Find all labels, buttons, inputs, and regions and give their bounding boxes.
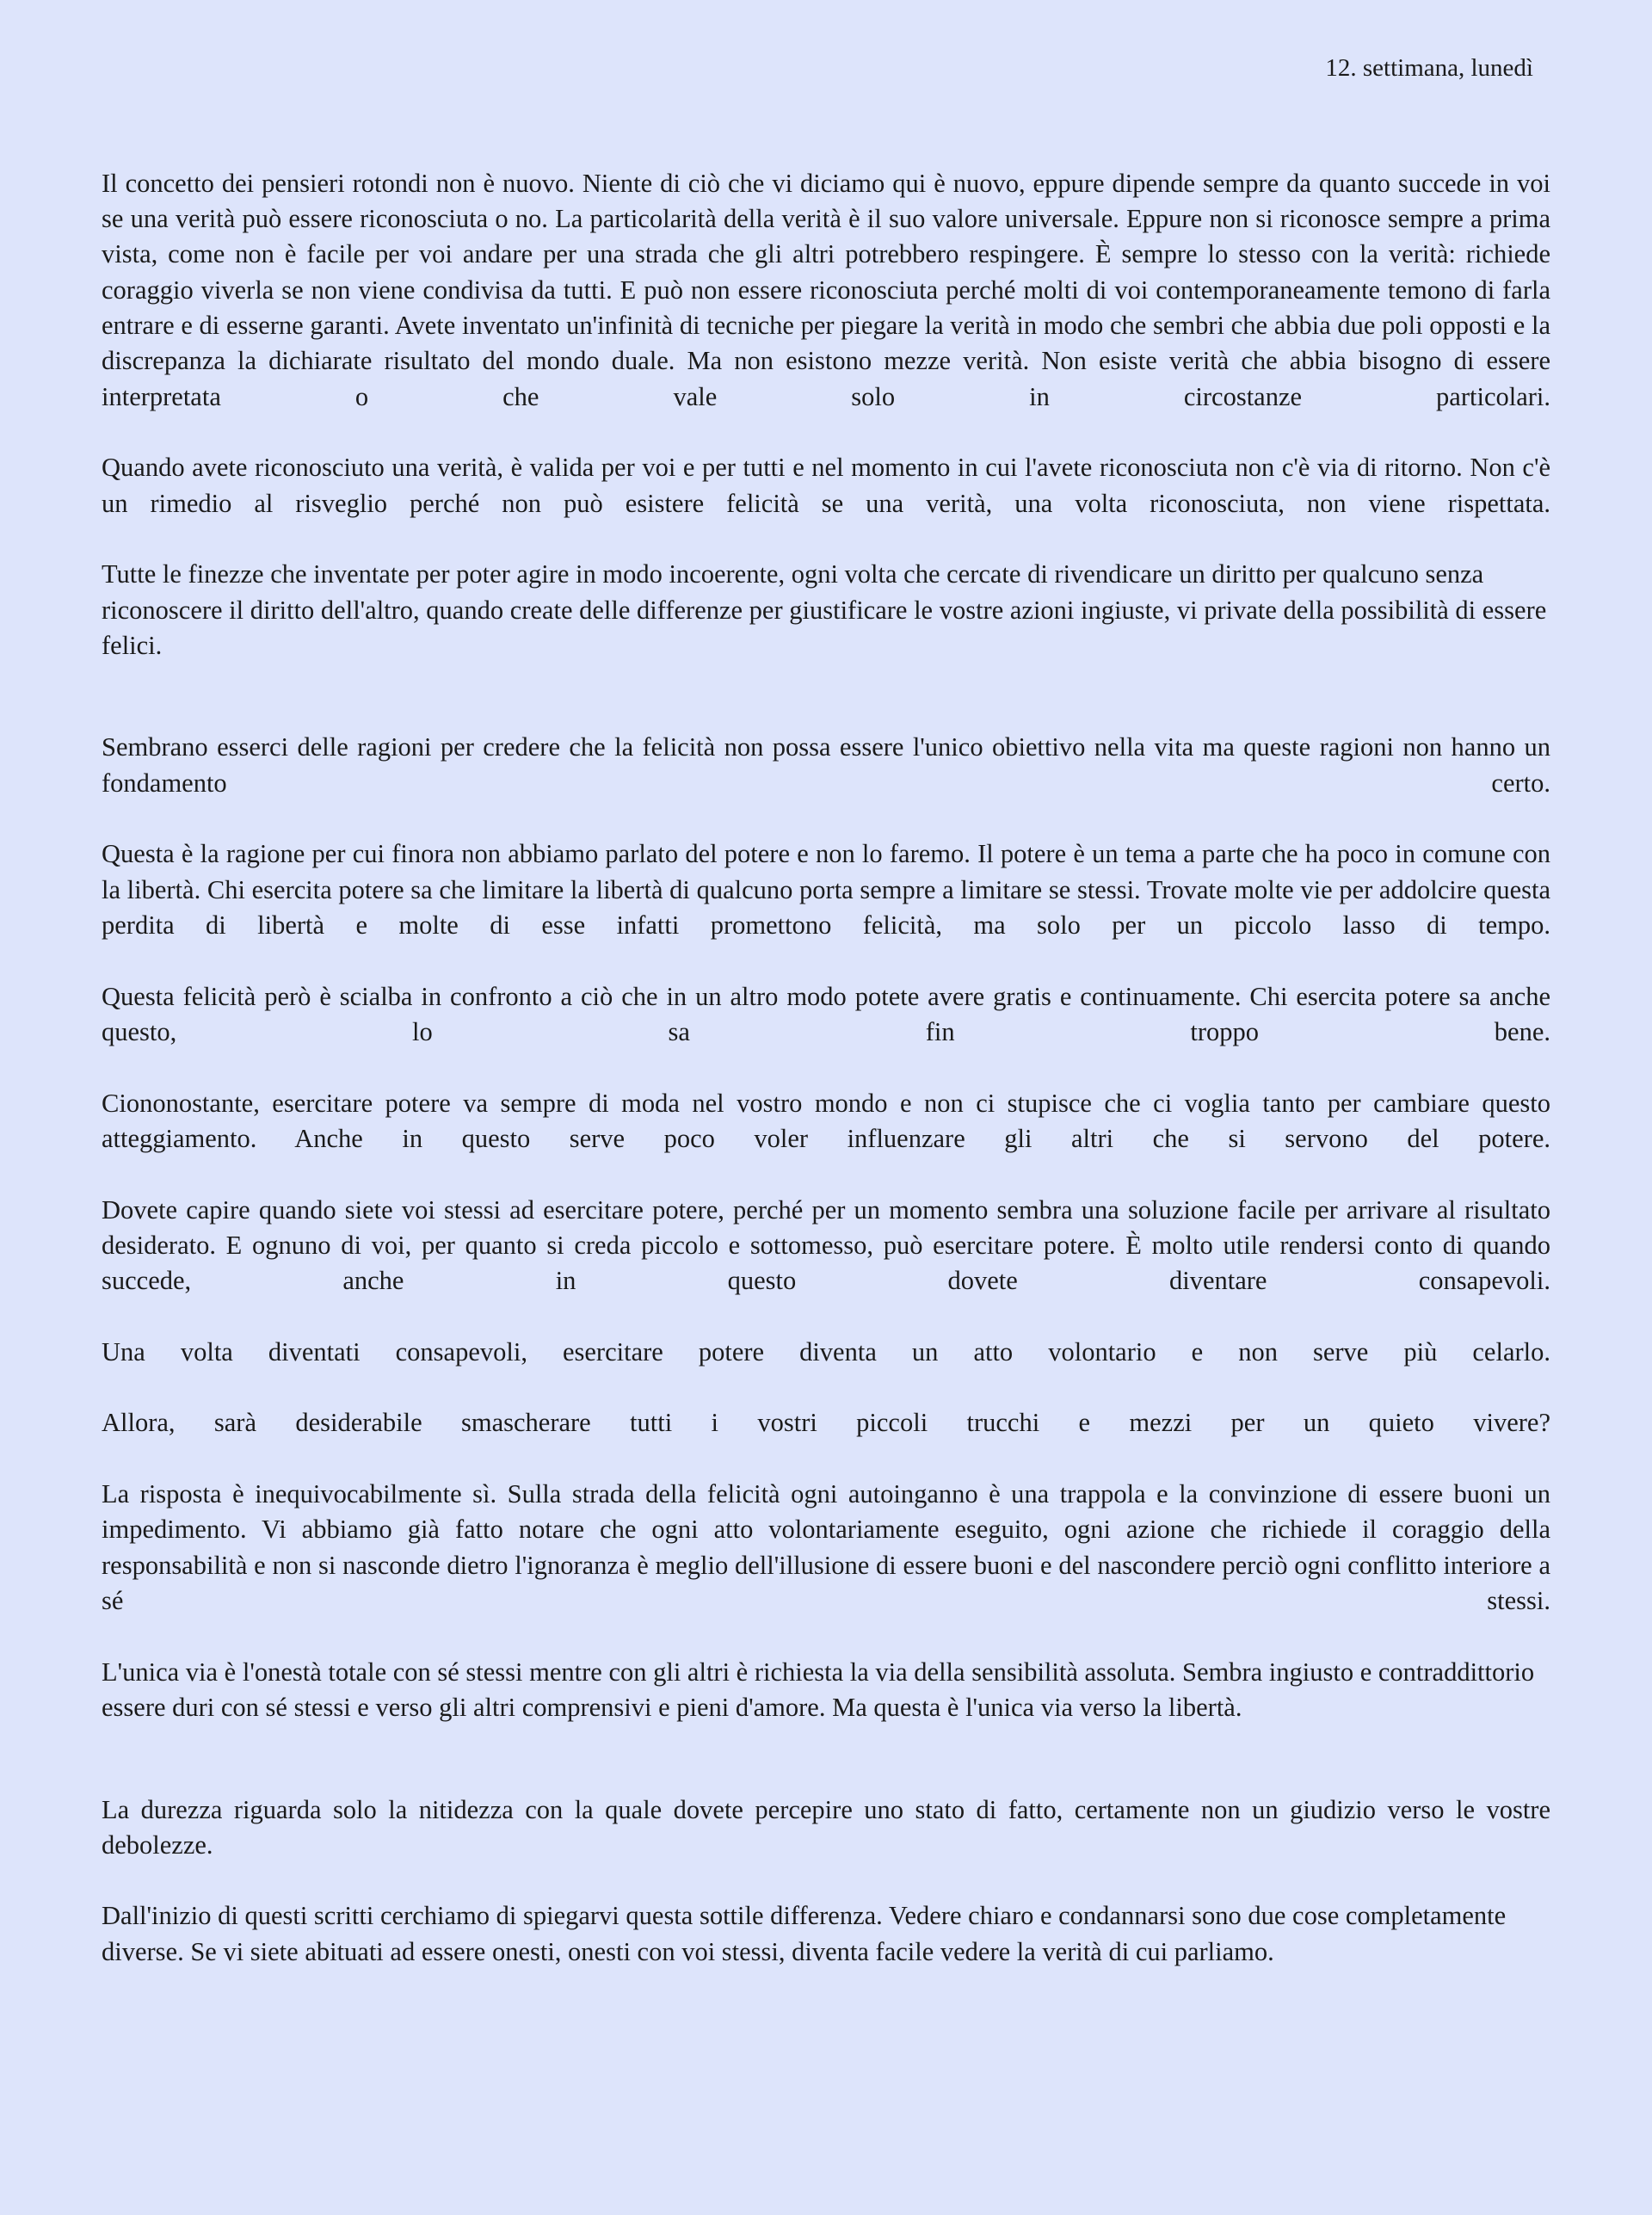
paragraph: Dall'inizio di questi scritti cerchiamo di spiegarvi questa sottile differenza. Vedere chiaro e condannarsi sono due cose completamente diverse. Se vi siete abituati ad essere onesti, onesti con voi stessi, diventa facile vedere la verità di cui parliamo. xyxy=(102,1901,1507,1966)
text-block-1 xyxy=(102,166,1550,700)
block-separator xyxy=(102,1762,1550,1792)
paragraph: Allora, sarà desiderabile smascherare tutti i vostri piccoli trucchi e mezzi per un quieto vivere? xyxy=(102,1408,1550,1438)
paragraph: Una volta diventati consapevoli, esercitare potere diventa un atto volontario e non serve più celarlo. xyxy=(102,1336,1550,1367)
paragraph: La risposta è inequivocabilmente sì. Sulla strada della felicità ogni autoinganno è una trappola e la convinzione di essere buoni un impedimento. Vi abbiamo già fatto notare che ogni atto volontariamente eseguito, ogni azione che richiede il coraggio della responsabilità e non si nasconde dietro l'ignoranza è meglio dell'illusione di essere buoni e del nascondere perciò ogni conflitto interiore a sé stessi. xyxy=(102,1479,1550,1615)
paragraph: Il concetto dei pensieri rotondi non è nuovo. Niente di ciò che vi diciamo qui è nuovo, eppure dipende sempre da quanto succede in voi se una verità può essere riconosciuta o no. La particolarità della verità è il suo valore universale. Eppure non si riconosce sempre a prima vista, come non è facile per voi andare per una strada che gli altri potrebbero respingere. È sempre lo stesso con la verità: richiede coraggio viverla se non viene condivisa da tutti. E può non essere riconosciuta perché molti di voi contemporaneamente temono di farla entrare e di esserne garanti. Avete inventato un'infinità di tecniche per piegare la verità in modo che sembri che abbia due poli opposti e la discrepanza la dichiarate risultato del mondo duale. Ma non esistono mezze verità. Non esiste verità che abbia bisogno di essere interpretata o che vale solo in circostanze particolari. xyxy=(102,168,1550,411)
paragraph: Sembrano esserci delle ragioni per credere che la felicità non possa essere l'unico obiettivo nella vita ma queste ragioni non hanno un fondamento certo. xyxy=(102,732,1550,798)
paragraph: Ciononostante, esercitare potere va sempre di moda nel vostro mondo e non ci stupisce che ci voglia tanto per cambiare questo atteggiamento. Anche in questo serve poco voler influenzare gli altri che si servono del potere. xyxy=(102,1088,1550,1153)
document-body xyxy=(102,166,1550,2006)
paragraph: La durezza riguarda solo la nitidezza con la quale dovete percepire uno stato di fatto, certamente non un giudizio verso le vostre debolezze. xyxy=(102,1794,1550,1860)
paragraph: Questa è la ragione per cui finora non abbiamo parlato del potere e non lo faremo. Il potere è un tema a parte che ha poco in comune con la libertà. Chi esercita potere sa che limitare la libertà di qualcuno porta sempre a limitare se stessi. Trovate molte vie per addolcire questa perdita di libertà e molte di esse infatti promettono felicità, ma solo per un piccolo lasso di tempo. xyxy=(102,839,1550,941)
text-block-3 xyxy=(102,1792,1550,2006)
paragraph: Dovete capire quando siete voi stessi ad esercitare potere, perché per un momento sembra una soluzione facile per arrivare al risultato desiderato. E ognuno di voi, per quanto si creda piccolo e sottomesso, può esercitare potere. È molto utile rendersi conto di quando succede, anche in questo dovete diventare consapevoli. xyxy=(102,1194,1550,1296)
paragraph: L'unica via è l'onestà totale con sé stessi mentre con gli altri è richiesta la via della sensibilità assoluta. Sembra ingiusto e contraddittorio essere duri con sé stessi e verso gli altri comprensivi e pieni d'amore. Ma questa è l'unica via verso la libertà. xyxy=(102,1657,1535,1722)
paragraph: Tutte le finezze che inventate per poter agire in modo incoerente, ogni volta che cercate di rivendicare un diritto per qualcuno senza riconoscere il diritto dell'altro, quando create delle differenze per giustificare le vostre azioni ingiuste, vi private della possibilità di essere felici. xyxy=(102,559,1547,660)
running-head: 12. settimana, lunedì xyxy=(1325,54,1533,82)
block-separator xyxy=(102,699,1550,730)
paragraph: Questa felicità però è scialba in confronto a ciò che in un altro modo potete avere gratis e continuamente. Chi esercita potere sa anche questo, lo sa fin troppo bene. xyxy=(102,981,1550,1046)
text-block-2 xyxy=(102,730,1550,1761)
paragraph: Quando avete riconosciuto una verità, è valida per voi e per tutti e nel momento in cui l'avete riconosciuta non c'è via di ritorno. Non c'è un rimedio al risveglio perché non può esistere felicità se una verità, una volta riconosciuta, non viene rispettata. xyxy=(102,453,1550,518)
